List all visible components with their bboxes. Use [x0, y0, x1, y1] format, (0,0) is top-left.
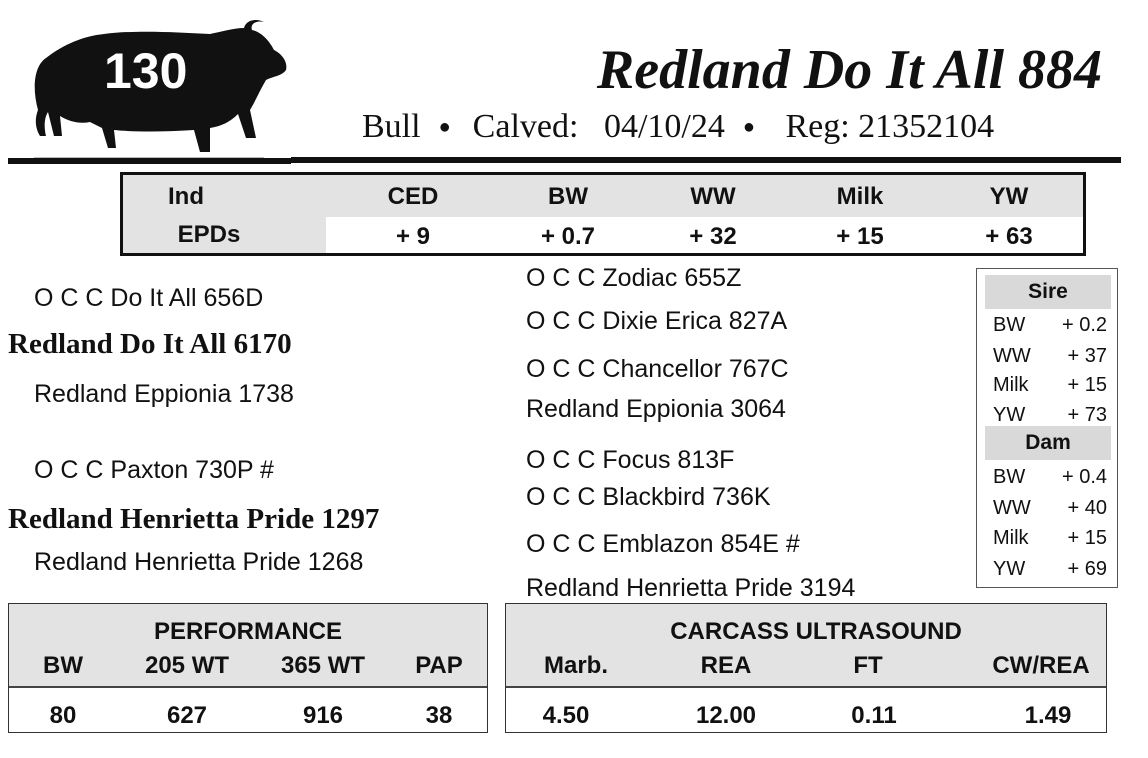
- header-divider-right: [291, 157, 1121, 163]
- epd-label-epds: EPDs: [177, 221, 241, 248]
- dam-epd-value: + 15: [1067, 527, 1107, 549]
- epd-table: [120, 172, 1086, 256]
- sire-epd-heading: Sire: [985, 275, 1111, 309]
- performance-value-365wt: 916: [302, 702, 344, 729]
- epd-value-ww: + 32: [689, 223, 737, 250]
- epd-value-milk: + 15: [836, 223, 884, 250]
- sire-epd-value: + 15: [1067, 374, 1107, 396]
- info-line: [362, 108, 994, 146]
- performance-value-bw: 80: [49, 702, 77, 729]
- epd-header-ced: CED: [387, 183, 439, 210]
- sire-epd-value: + 73: [1067, 404, 1107, 426]
- header-divider-left: [8, 158, 291, 164]
- carcass-value-marb: 4.50: [542, 702, 590, 729]
- performance-table: [8, 603, 488, 733]
- calved-date: 04/10/24: [603, 108, 725, 145]
- carcass-header-ft: FT: [853, 652, 883, 679]
- carcass-header-rea: REA: [700, 652, 752, 679]
- epd-header-bw: BW: [548, 183, 588, 210]
- carcass-header-marb: Marb.: [543, 652, 608, 679]
- parent-epd-box: [976, 268, 1118, 588]
- pedigree-sds: O C C Chancellor 767C: [526, 355, 789, 383]
- sire-epd-label: YW: [993, 404, 1026, 426]
- pedigree-dam-sire: O C C Paxton 730P #: [34, 456, 274, 484]
- pedigree-dam: Redland Henrietta Pride 1297: [8, 503, 380, 535]
- epd-value-bw: + 0.7: [540, 223, 596, 250]
- pedigree-dsd: O C C Blackbird 736K: [526, 483, 771, 511]
- epd-header-milk: Milk: [836, 183, 884, 210]
- performance-title: PERFORMANCE: [153, 618, 342, 645]
- dam-epd-heading: Dam: [985, 426, 1111, 460]
- performance-header-205wt: 205 WT: [144, 652, 230, 679]
- sex-label: Bull: [362, 108, 421, 145]
- sire-epd-label: BW: [993, 314, 1026, 336]
- pedigree-dds: O C C Emblazon 854E #: [526, 530, 800, 558]
- carcass-value-rea: 12.00: [695, 702, 757, 729]
- pedigree-sire-sire: O C C Do It All 656D: [34, 284, 264, 312]
- performance-value-205wt: 627: [166, 702, 208, 729]
- carcass-header-cwrea: CW/REA: [992, 652, 1090, 679]
- carcass-value-cwrea: 1.49: [1024, 702, 1072, 729]
- calved-label: Calved:: [472, 108, 579, 145]
- reg-number: 21352104: [858, 108, 995, 145]
- pedigree-dam-dam: Redland Henrietta Pride 1268: [34, 548, 364, 576]
- reg-label: Reg:: [785, 108, 850, 145]
- pedigree-dss: O C C Focus 813F: [526, 446, 735, 474]
- dam-epd-value: + 40: [1067, 497, 1107, 519]
- epd-header-yw: YW: [989, 183, 1029, 210]
- pedigree-sss: O C C Zodiac 655Z: [526, 264, 742, 292]
- dam-epd-value: + 0.4: [1061, 466, 1107, 488]
- performance-header-bw: BW: [43, 652, 83, 679]
- carcass-title: CARCASS ULTRASOUND: [670, 618, 962, 645]
- epd-value-ced: + 9: [395, 223, 431, 250]
- sire-epd-value: + 0.2: [1061, 314, 1107, 336]
- carcass-table: [505, 603, 1107, 733]
- sire-epd-label: Milk: [993, 374, 1029, 396]
- bullet-icon: ●: [742, 115, 755, 138]
- bullet-icon: ●: [438, 115, 451, 138]
- performance-header-365wt: 365 WT: [280, 652, 366, 679]
- epd-label-ind: Ind: [168, 183, 204, 210]
- carcass-value-ft: 0.11: [851, 702, 897, 729]
- dam-epd-label: WW: [993, 497, 1031, 519]
- dam-epd-value: + 69: [1067, 558, 1107, 580]
- dam-epd-label: BW: [993, 466, 1026, 488]
- dam-epd-label: YW: [993, 558, 1026, 580]
- animal-name: Redland Do It All 884: [596, 39, 1102, 101]
- pedigree-sdd: Redland Eppionia 3064: [526, 395, 786, 423]
- dam-epd-label: Milk: [993, 527, 1029, 549]
- sire-epd-label: WW: [993, 345, 1031, 367]
- performance-value-pap: 38: [425, 702, 453, 729]
- pedigree-sire-dam: Redland Eppionia 1738: [34, 380, 294, 408]
- performance-header-pap: PAP: [415, 652, 463, 679]
- pedigree-ssd: O C C Dixie Erica 827A: [526, 307, 788, 335]
- lot-number: 130: [104, 43, 188, 99]
- pedigree-ddd: Redland Henrietta Pride 3194: [526, 574, 856, 602]
- pedigree-sire: Redland Do It All 6170: [8, 328, 292, 360]
- sire-epd-value: + 37: [1067, 345, 1107, 367]
- epd-value-yw: + 63: [985, 223, 1033, 250]
- epd-header-ww: WW: [690, 183, 736, 210]
